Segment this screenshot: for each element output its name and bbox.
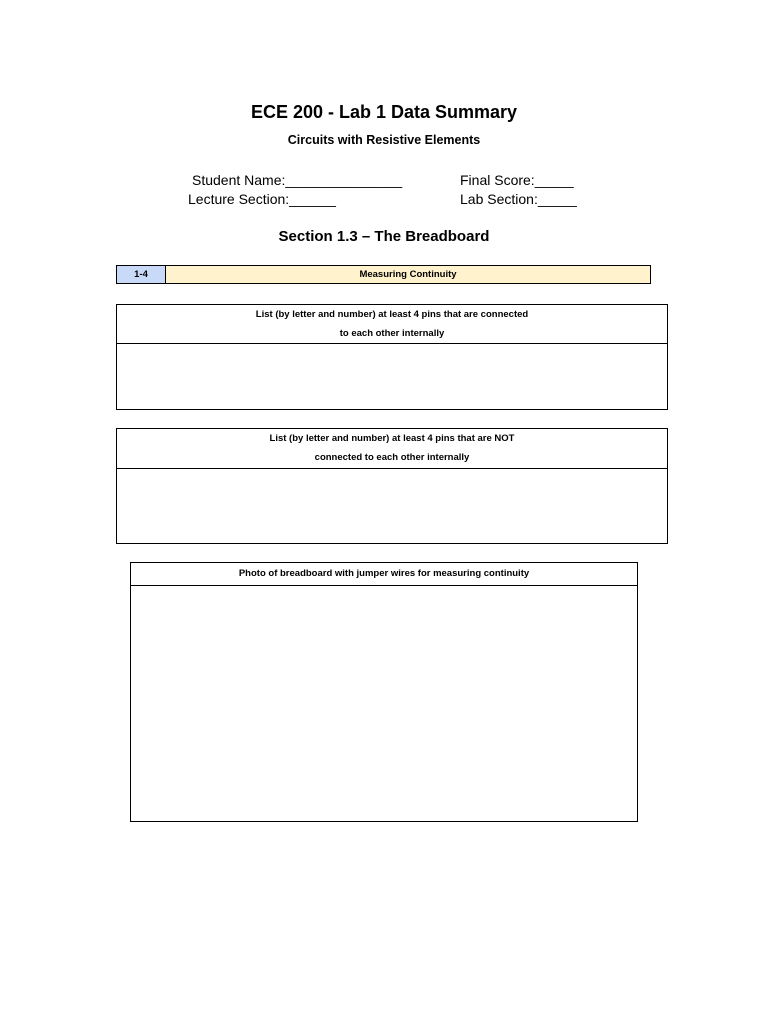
not-connected-pins-box — [116, 428, 668, 544]
student-name-field: Student Name:_______________ — [192, 172, 403, 188]
connected-pins-header — [117, 305, 667, 344]
document-subtitle: Circuits with Resistive Elements — [287, 133, 481, 147]
breadboard-photo-header: Photo of breadboard with jumper wires for measuring continuity — [131, 563, 637, 586]
connected-pins-header-line1: List (by letter and number) at least 4 pins that are connected — [255, 309, 529, 320]
final-score-field: Final Score:_____ — [460, 172, 574, 188]
not-connected-pins-header-line1: List (by letter and number) at least 4 pins that are NOT — [269, 433, 515, 444]
connected-pins-box — [116, 304, 668, 410]
connected-pins-header-line2: to each other internally — [339, 328, 445, 339]
not-connected-pins-answer-area[interactable] — [117, 469, 667, 543]
item-header-bar — [116, 265, 651, 284]
document-title: ECE 200 - Lab 1 Data Summary — [250, 102, 518, 122]
lecture-section-field: Lecture Section:______ — [188, 191, 336, 207]
item-number: 1-4 — [117, 266, 166, 283]
breadboard-photo-box — [130, 562, 638, 822]
section-heading: Section 1.3 – The Breadboard — [278, 228, 490, 245]
breadboard-photo-area[interactable] — [131, 586, 637, 821]
lab-section-field: Lab Section:_____ — [460, 191, 577, 207]
item-title: Measuring Continuity — [166, 266, 650, 283]
connected-pins-answer-area[interactable] — [117, 344, 667, 409]
not-connected-pins-header-line2: connected to each other internally — [314, 452, 470, 463]
not-connected-pins-header — [117, 429, 667, 469]
